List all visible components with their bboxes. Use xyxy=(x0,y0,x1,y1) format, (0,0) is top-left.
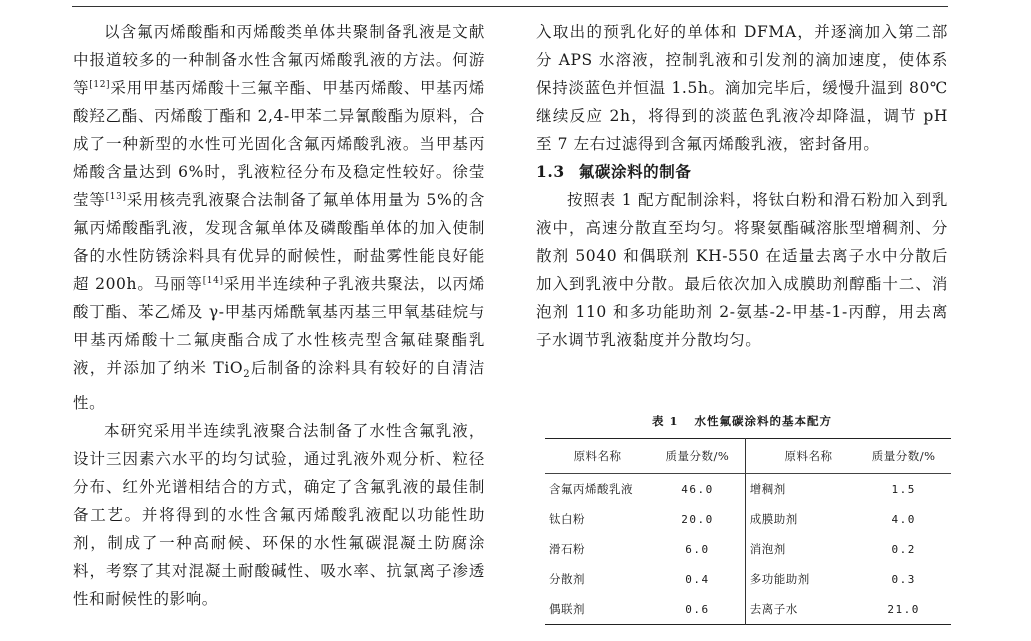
intro-paragraph-literature xyxy=(73,18,485,417)
mass-fraction-cell: 1.5 xyxy=(891,482,916,496)
method-paragraph-continued: 入取出的预乳化好的单体和 DFMA，并逐滴加入第二部分 APS 水溶液，控制乳液和引发剂的滴加速度，使体系保持淡蓝色并恒温 1.5h。滴加完毕后，缓慢升温到 80℃继续反应 2h，将得到的淡蓝色乳液冷却降温，调节 pH 至 7 左右过滤得到含氟丙烯酸乳液，密封备用。 xyxy=(536,23,948,153)
material-name-cell: 偶联剂 xyxy=(549,602,585,616)
header-material-name: 原料名称 xyxy=(745,439,856,474)
text-run: 以含氟丙烯酸酯和丙烯酸类单体共聚制备乳液是文献中报道较多的一种制备水性含氟丙烯酸乳液的方法。何游等 xyxy=(73,23,485,97)
text-run: 采用核壳乳液聚合法制备了氟单体用量为 5%的含氟丙烯酸酯乳液，发现含氟单体及磷酸酯单体的加入使制备的水性防锈涂料具有优异的耐候性，耐盐雾性能良好能超 200h。马丽等 xyxy=(73,191,485,293)
mass-fraction-cell: 20.0 xyxy=(681,512,714,526)
header-mass-fraction: 质量分数/% xyxy=(856,439,951,474)
header-mass-fraction: 质量分数/% xyxy=(650,439,745,474)
mass-fraction-cell: 4.0 xyxy=(891,512,916,526)
text-run: 采用甲基丙烯酸十三氟辛酯、甲基丙烯酸、甲基丙烯酸羟乙酯、丙烯酸丁酯和 2,4-甲苯二异氰酸酯为原料，合成了一种新型的水性可光固化含氟丙烯酸乳液。当甲基丙烯酸含量达到 6%时，乳液粒径分布及稳定性较好。徐莹莹等 xyxy=(73,79,485,209)
table-row xyxy=(545,594,951,625)
material-name-cell: 成膜助剂 xyxy=(745,504,856,534)
mass-fraction-cell: 0.6 xyxy=(685,602,710,616)
material-name-cell: 分散剂 xyxy=(549,572,585,586)
formulation-table xyxy=(545,438,951,625)
intro-paragraph-this-study: 本研究采用半连续乳液聚合法制备了水性含氟乳液，设计三因素六水平的均匀试验，通过乳液外观分析、粒径分布、红外光谱相结合的方式，确定了含氟乳液的最佳制备工艺。并将得到的水性含氟丙烯酸乳液配以功能性助剂，制成了一种高耐候、环保的水性氟碳混凝土防腐涂料，考察了其对混凝土耐酸碱性、吸水率、抗氯离子渗透性和耐候性的影响。 xyxy=(73,422,485,609)
mass-fraction-cell: 0.4 xyxy=(685,572,710,586)
material-name-cell: 钛白粉 xyxy=(549,512,585,526)
text-run: 后制备的涂料具有较好的自清洁性。 xyxy=(73,359,485,413)
material-name-cell: 去离子水 xyxy=(745,594,856,625)
mass-fraction-cell: 6.0 xyxy=(685,542,710,556)
table-header-row xyxy=(545,439,951,474)
material-name-cell: 含氟丙烯酸乳液 xyxy=(549,482,633,496)
table-row xyxy=(545,534,951,564)
material-name-cell: 滑石粉 xyxy=(549,542,585,556)
table-row xyxy=(545,564,951,594)
right-column xyxy=(536,18,948,354)
table-row xyxy=(545,474,951,505)
subscript-2: 2 xyxy=(243,369,251,381)
mass-fraction-cell: 21.0 xyxy=(887,602,920,616)
coating-preparation-paragraph: 按照表 1 配方配制涂料，将钛白粉和滑石粉加入到乳液中，高速分散直至均匀。将聚氨酯碱溶胀型增稠剂、分散剂 5040 和偶联剂 KH-550 在适量去离子水中分散后加入到乳液中分散。最后依次加入成膜助剂醇酯十二、消泡剂 110 和多功能助剂 2-氨基-2-甲基-1-丙醇，用去离子水调节乳液黏度并分散均匀。 xyxy=(536,191,948,349)
citation-13: [13] xyxy=(105,191,127,202)
table-caption xyxy=(536,413,948,429)
section-number: 1.3 xyxy=(536,162,565,181)
mass-fraction-cell: 0.2 xyxy=(891,542,916,556)
material-name-cell: 多功能助剂 xyxy=(745,564,856,594)
table-row xyxy=(545,504,951,534)
left-column xyxy=(73,18,485,613)
table-title: 水性氟碳涂料的基本配方 xyxy=(694,414,832,428)
material-name-cell: 消泡剂 xyxy=(745,534,856,564)
table-label: 表 1 xyxy=(651,414,679,428)
citation-14: [14] xyxy=(202,275,224,286)
section-title: 氟碳涂料的制备 xyxy=(578,162,692,181)
citation-12: [12] xyxy=(89,79,111,90)
page-top-rule xyxy=(72,6,948,7)
section-heading-1-3 xyxy=(536,158,948,186)
text-run: 采用半连续种子乳液共聚法，以丙烯酸丁酯、苯乙烯及 γ-甲基丙烯酰氧基丙基三甲氧基硅烷与甲基丙烯酸十二氟庚酯合成了水性核壳型含氟硅聚酯乳液，并添加了纳米 TiO xyxy=(73,275,486,377)
mass-fraction-cell: 0.3 xyxy=(891,572,916,586)
header-material-name: 原料名称 xyxy=(545,439,650,474)
mass-fraction-cell: 46.0 xyxy=(681,482,714,496)
material-name-cell: 增稠剂 xyxy=(745,474,856,505)
